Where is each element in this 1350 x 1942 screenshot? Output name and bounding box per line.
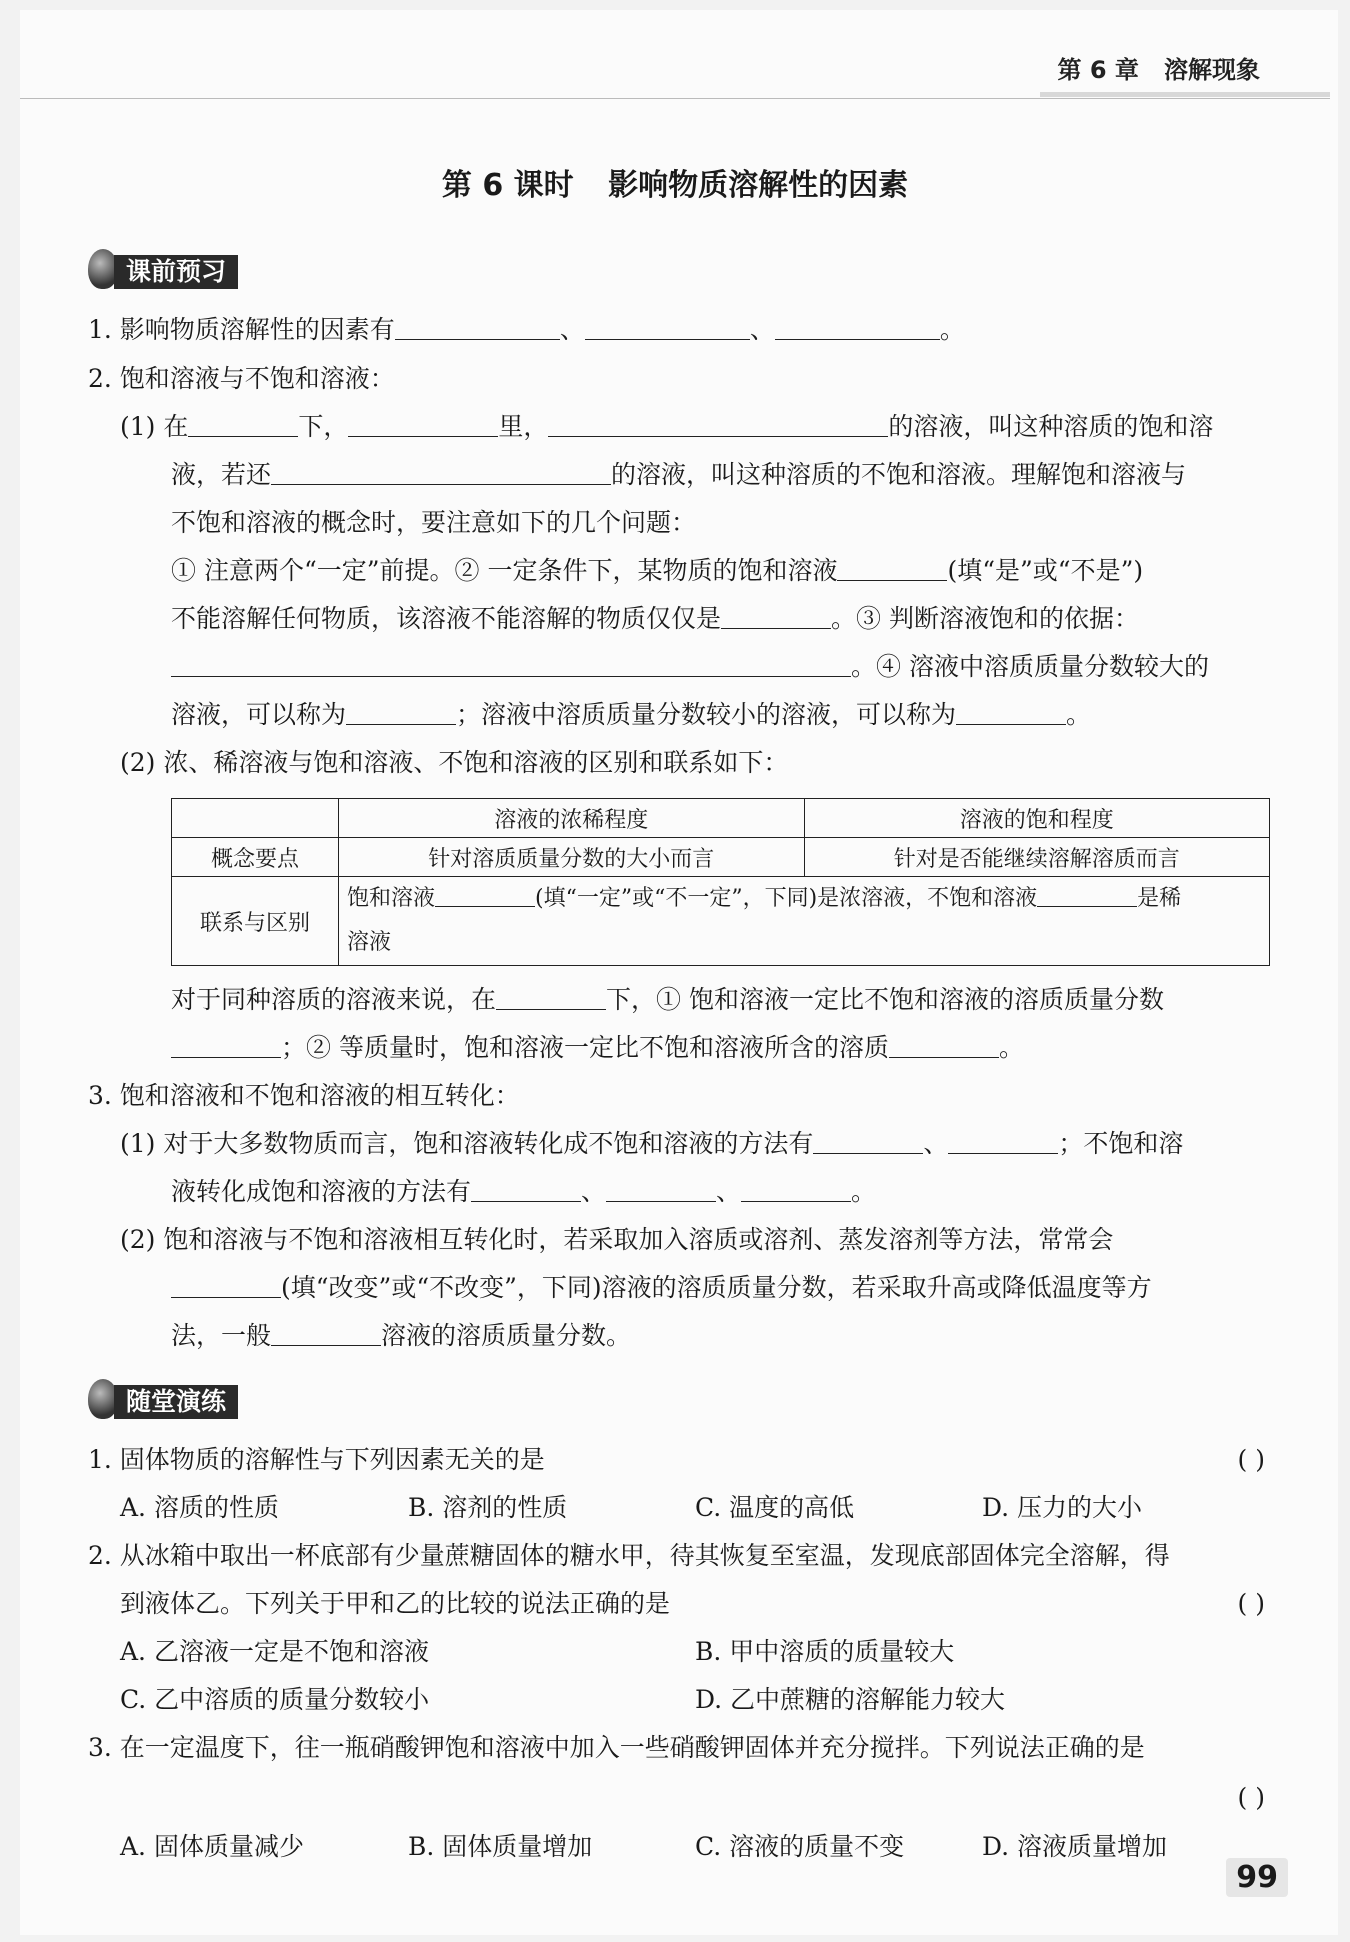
q2-line-4 [171, 554, 1143, 588]
q2-line-1 [120, 410, 1213, 444]
blank [348, 412, 498, 437]
blank [775, 315, 940, 340]
page-title [0, 160, 1350, 204]
option-b: B. 溶剂的性质 [408, 1493, 568, 1522]
blank [585, 315, 750, 340]
text-fragment: 对于同种溶质的溶液来说，在 [171, 985, 497, 1014]
question-1: 1. 影响物质溶解性的因素有 、 、 。 [88, 315, 965, 344]
option-d: D. 乙中蔗糖的溶解能力较大 [695, 1685, 1006, 1714]
blank [889, 1033, 999, 1058]
q2-line-9 [171, 983, 1164, 1017]
blank [271, 1321, 381, 1346]
q2-line-7 [171, 698, 1091, 732]
text-fragment: 的溶液，叫这种溶质的不饱和溶液。理解饱和溶液与 [611, 460, 1187, 489]
blank [496, 985, 606, 1010]
blank [188, 412, 298, 437]
blank [548, 412, 888, 437]
q2-line-5 [171, 602, 1139, 636]
option-c: C. 乙中溶质的质量分数较小 [120, 1685, 430, 1714]
table-row [172, 877, 1270, 966]
blank [813, 1129, 923, 1154]
text-fragment: 不能溶解任何物质，该溶液不能溶解的物质仅仅是 [171, 604, 722, 633]
text-fragment: 。③ 判断溶液饱和的依据： [831, 604, 1139, 633]
text-fragment: ；② 等质量时，饱和溶液一定比不饱和溶液所含的溶质 [281, 1033, 889, 1062]
question-3-heading: 3. 饱和溶液和不饱和溶液的相互转化： [88, 1081, 520, 1110]
table-cell [339, 877, 1270, 966]
blank [435, 886, 535, 907]
table-cell: 联系与区别 [172, 877, 339, 966]
option-c: C. 温度的高低 [695, 1493, 855, 1522]
text-fragment: 液，若还 [171, 460, 272, 489]
text-fragment: 下，① 饱和溶液一定比不饱和溶液的溶质质量分数 [606, 985, 1164, 1014]
exercise-3-stem: 3. 在一定温度下，往一瓶硝酸钾饱和溶液中加入一些硝酸钾固体并充分搅拌。下列说法正确的是 [88, 1733, 1145, 1762]
blank [171, 1033, 281, 1058]
table-cell: 概念要点 [172, 838, 339, 877]
q2-line-3: 不饱和溶液的概念时，要注意如下的几个问题： [171, 508, 697, 537]
option-a: A. 溶质的性质 [120, 1493, 279, 1522]
text-fragment: 溶液 [347, 930, 392, 955]
text-fragment: 。 [1066, 700, 1092, 729]
blank [271, 460, 611, 485]
q3-line-2 [171, 1175, 876, 1209]
option-a: A. 乙溶液一定是不饱和溶液 [120, 1637, 429, 1666]
blank [395, 315, 560, 340]
answer-paren: ( ) [1237, 1589, 1265, 1618]
option-d: D. 溶液质量增加 [982, 1832, 1168, 1861]
text-fragment: 、 [923, 1129, 949, 1158]
blank [346, 700, 456, 725]
text-fragment: (1) 对于大多数物质而言，饱和溶液转化成不饱和溶液的方法有 [120, 1129, 814, 1158]
q3-line-1 [120, 1127, 1183, 1161]
text-fragment: 、 [581, 1177, 607, 1206]
exercise-1-stem: 1. 固体物质的溶解性与下列因素无关的是 [88, 1445, 545, 1474]
blank [721, 604, 831, 629]
chapter-number: 第 6 章 [1057, 56, 1139, 84]
q3-line-3: (2) 饱和溶液与不饱和溶液相互转化时，若采取加入溶质或溶剂、蒸发溶剂等方法，常常会 [120, 1225, 1114, 1254]
blank [171, 1273, 281, 1298]
exercise-2-stem-cont: 到液体乙。下列关于甲和乙的比较的说法正确的是 [120, 1589, 671, 1618]
text-fragment: 饱和溶液 [347, 886, 436, 911]
lesson-number: 第 6 课时 [441, 168, 574, 203]
option-a: A. 固体质量减少 [120, 1832, 304, 1861]
question-2-heading: 2. 饱和溶液与不饱和溶液： [88, 364, 395, 393]
header-rule [20, 98, 1330, 99]
text-fragment: 。④ 溶液中溶质质量分数较大的 [851, 652, 1209, 681]
text-fragment: (填“改变”或“不改变”，下同)溶液的溶质质量分数，若采取升高或降低温度等方 [281, 1273, 1152, 1302]
chapter-topic: 溶解现象 [1164, 56, 1260, 84]
text-fragment: 溶液，可以称为 [171, 700, 347, 729]
q2-line-10 [171, 1031, 1024, 1065]
option-c: C. 溶液的质量不变 [695, 1832, 905, 1861]
blank [956, 700, 1066, 725]
blank [741, 1177, 851, 1202]
text-fragment: (填“一定”或“不一定”，下同)是浓溶液，不饱和溶液 [535, 886, 1038, 911]
answer-paren: ( ) [1237, 1783, 1265, 1812]
text-fragment: 法，一般 [171, 1321, 272, 1350]
blank [171, 652, 851, 677]
running-header [1058, 50, 1261, 85]
option-b: B. 甲中溶质的质量较大 [695, 1637, 955, 1666]
table-row [172, 838, 1270, 877]
text-fragment: ；溶液中溶质质量分数较小的溶液，可以称为 [456, 700, 957, 729]
table-row [172, 799, 1270, 838]
text-fragment: 、 [716, 1177, 742, 1206]
text-fragment: 是稀 [1137, 886, 1182, 911]
text-fragment: (1) 在 [120, 412, 189, 441]
text-fragment: (填“是”或“不是”) [947, 556, 1144, 585]
header-shade [1040, 92, 1330, 97]
q3-line-5 [171, 1319, 631, 1353]
text-fragment: ；不饱和溶 [1058, 1129, 1184, 1158]
option-d: D. 压力的大小 [982, 1493, 1143, 1522]
q2-line-6 [171, 650, 1209, 684]
text-fragment: 里， [498, 412, 549, 441]
blank [1037, 886, 1137, 907]
table-cell: 针对溶质质量分数的大小而言 [339, 838, 805, 877]
text-fragment: 。 [851, 1177, 877, 1206]
blank [471, 1177, 581, 1202]
blank [948, 1129, 1058, 1154]
page-number: 99 [1226, 1858, 1288, 1897]
table-header: 溶液的浓稀程度 [339, 799, 805, 838]
section-preview-label: 课前预习 [114, 255, 238, 289]
table-header: 溶液的饱和程度 [804, 799, 1270, 838]
text-fragment: 液转化成饱和溶液的方法有 [171, 1177, 472, 1206]
option-b: B. 固体质量增加 [408, 1832, 593, 1861]
text-fragment: 。 [998, 1033, 1024, 1062]
blank [837, 556, 947, 581]
text-fragment: ① 注意两个“一定”前提。② 一定条件下，某物质的饱和溶液 [171, 556, 838, 585]
section-practice-label: 随堂演练 [114, 1385, 238, 1419]
text-fragment: 下， [298, 412, 349, 441]
q3-line-4 [171, 1271, 1152, 1305]
q2-line-8: (2) 浓、稀溶液与饱和溶液、不饱和溶液的区别和联系如下： [120, 748, 789, 777]
table-cell: 针对是否能继续溶解溶质而言 [804, 838, 1270, 877]
blank [606, 1177, 716, 1202]
text-fragment: 的溶液，叫这种溶质的饱和溶 [888, 412, 1214, 441]
comparison-table [171, 798, 1270, 966]
answer-paren: ( ) [1237, 1445, 1265, 1474]
exercise-2-stem: 2. 从冰箱中取出一杯底部有少量蔗糖固体的糖水甲，待其恢复至室温，发现底部固体完全溶解，得 [88, 1541, 1170, 1570]
lesson-name: 影响物质溶解性的因素 [608, 168, 909, 203]
text-fragment: 溶液的溶质质量分数。 [381, 1321, 632, 1350]
q2-line-2 [171, 458, 1186, 492]
